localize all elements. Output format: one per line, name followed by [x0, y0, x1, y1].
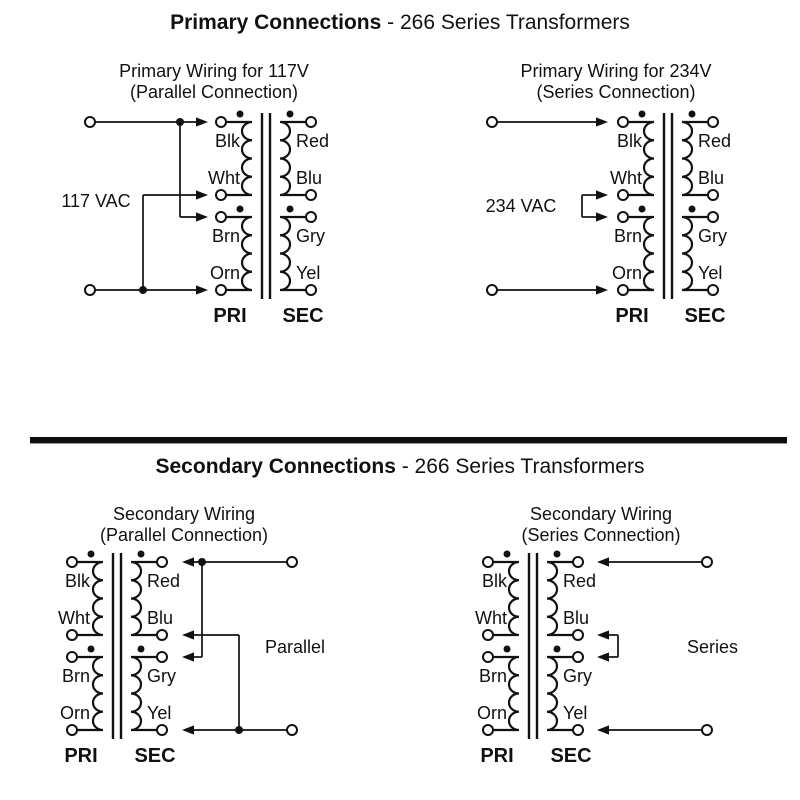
diagram-primary-117v-parallel	[40, 50, 350, 340]
output-terminal	[287, 557, 297, 567]
lead-label-wht: Wht	[609, 168, 642, 188]
lead-label-blu: Blu	[147, 608, 174, 628]
lead-label-yel: Yel	[563, 703, 588, 723]
primary-title-bold: Primary Connections	[170, 11, 382, 34]
lead-label-blu: Blu	[296, 168, 323, 188]
lead-label-red: Red	[563, 571, 597, 591]
pri-label: PRI	[480, 745, 514, 767]
arrowhead	[597, 557, 609, 566]
arrowhead	[196, 117, 208, 126]
lead-label-brn: Brn	[613, 226, 642, 246]
sec-label: SEC	[550, 745, 592, 767]
lead-label-blu: Blu	[698, 168, 725, 188]
diagram-subtitle: (Parallel Connection)	[99, 525, 269, 545]
lead-label-gry: Gry	[698, 226, 727, 246]
diagram-secondary-parallel	[25, 495, 345, 785]
lead-label-red: Red	[296, 131, 330, 151]
diagram-subtitle: Primary Wiring for 234V	[520, 61, 712, 81]
diagram-subtitle: (Series Connection)	[521, 525, 681, 545]
connection-type-label: Series	[687, 637, 739, 657]
source-voltage-label: 117 VAC	[61, 191, 131, 211]
diagram-subtitle: (Parallel Connection)	[129, 82, 299, 102]
lead-label-orn: Orn	[476, 703, 507, 723]
sec-label: SEC	[684, 305, 726, 327]
supply-terminal	[85, 285, 95, 295]
junction-dot	[235, 726, 243, 734]
secondary-title-bold: Secondary Connections	[155, 455, 396, 478]
supply-terminal	[487, 285, 497, 295]
sec-label: SEC	[134, 745, 176, 767]
lead-label-red: Red	[698, 131, 732, 151]
arrowhead	[182, 725, 194, 734]
diagram-subtitle: Secondary Wiring	[112, 504, 256, 524]
arrowhead	[597, 630, 609, 639]
lead-label-blk: Blk	[214, 131, 240, 151]
output-terminal	[702, 725, 712, 735]
secondary-title-rest: - 266 Series Transformers	[395, 455, 645, 478]
arrowhead	[596, 212, 608, 221]
lead-label-red: Red	[147, 571, 181, 591]
diagram-secondary-series	[420, 495, 765, 785]
lead-label-gry: Gry	[296, 226, 325, 246]
arrowhead	[596, 190, 608, 199]
arrowhead	[182, 630, 194, 639]
output-terminal	[702, 557, 712, 567]
arrowhead	[597, 652, 609, 661]
lead-label-orn: Orn	[209, 263, 240, 283]
output-terminal	[287, 725, 297, 735]
lead-label-blu: Blu	[563, 608, 590, 628]
source-voltage-label: 234 VAC	[485, 196, 557, 216]
primary-section-title	[0, 11, 800, 35]
pri-label: PRI	[213, 305, 247, 327]
lead-label-blk: Blk	[616, 131, 642, 151]
lead-label-orn: Orn	[59, 703, 90, 723]
arrowhead	[596, 285, 608, 294]
supply-terminal	[85, 117, 95, 127]
diagram-primary-234v-series	[420, 50, 765, 340]
arrowhead	[597, 725, 609, 734]
lead-label-brn: Brn	[211, 226, 240, 246]
diagram-subtitle: (Series Connection)	[536, 82, 696, 102]
lead-label-brn: Brn	[478, 666, 507, 686]
lead-label-gry: Gry	[563, 666, 592, 686]
arrowhead	[196, 285, 208, 294]
arrowhead	[182, 652, 194, 661]
arrowhead	[196, 212, 208, 221]
diagram-subtitle: Secondary Wiring	[529, 504, 673, 524]
arrowhead	[182, 557, 194, 566]
lead-label-wht: Wht	[57, 608, 90, 628]
junction-dot	[176, 118, 184, 126]
secondary-section-title	[0, 455, 800, 479]
lead-label-wht: Wht	[474, 608, 507, 628]
lead-label-yel: Yel	[698, 263, 723, 283]
primary-title-rest: - 266 Series Transformers	[381, 11, 630, 34]
pri-label: PRI	[615, 305, 649, 327]
arrowhead	[196, 190, 208, 199]
supply-terminal	[487, 117, 497, 127]
lead-label-yel: Yel	[296, 263, 321, 283]
sec-label: SEC	[282, 305, 324, 327]
junction-dot	[198, 558, 206, 566]
lead-label-wht: Wht	[207, 168, 240, 188]
arrowhead	[596, 117, 608, 126]
lead-label-blk: Blk	[64, 571, 90, 591]
diagram-subtitle: Primary Wiring for 117V	[119, 61, 309, 81]
lead-label-orn: Orn	[611, 263, 642, 283]
connection-type-label: Parallel	[265, 637, 326, 657]
lead-label-yel: Yel	[147, 703, 172, 723]
section-divider	[30, 437, 787, 444]
lead-label-gry: Gry	[147, 666, 176, 686]
pri-label: PRI	[64, 745, 98, 767]
lead-label-brn: Brn	[61, 666, 90, 686]
lead-label-blk: Blk	[481, 571, 507, 591]
junction-dot	[139, 286, 147, 294]
